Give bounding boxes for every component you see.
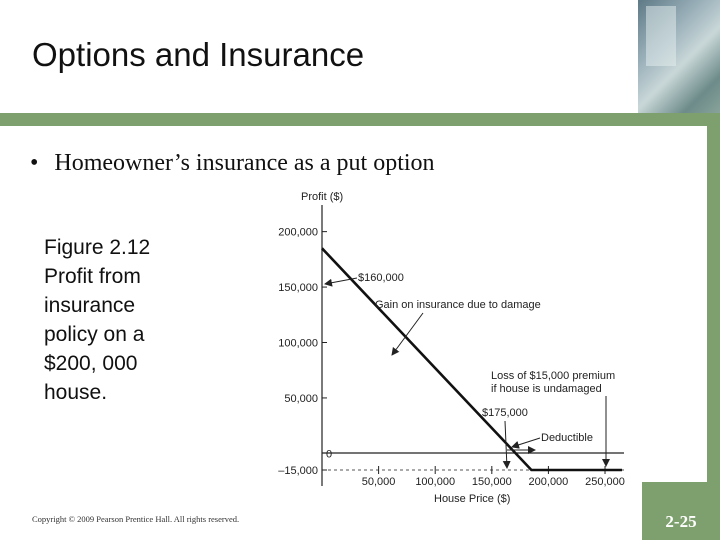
bullet-dot-icon: • <box>30 150 39 176</box>
page-number-box <box>642 482 720 540</box>
y-tick-label: 0 <box>326 448 333 461</box>
page-number: 2-25 <box>665 512 697 531</box>
x-tick-label: 250,000 <box>585 476 625 488</box>
slide-title: Options and Insurance <box>32 36 365 73</box>
annotation-160000: $160,000 <box>358 272 404 284</box>
bullet-text: Homeowner’s insurance as a put option <box>54 150 435 176</box>
annotation-loss-1: Loss of $15,000 premium <box>491 370 616 382</box>
x-tick-label: 150,000 <box>471 476 512 488</box>
y-tick-label: 100,000 <box>278 337 318 350</box>
y-tick-label: 150,000 <box>278 282 318 295</box>
annotation-gain: Gain on insurance due to damage <box>375 299 541 311</box>
y-tick-label: 200,000 <box>278 226 318 239</box>
annotation-loss-2: if house is undamaged <box>491 383 602 395</box>
annotation-175000: $175,000 <box>482 407 528 419</box>
arrow-deductible-left <box>512 438 540 447</box>
x-axis-label: House Price ($) <box>434 493 511 505</box>
annotation-deductible: Deductible <box>541 432 593 444</box>
copyright-notice: Copyright © 2009 Pearson Prentice Hall. All rights reserved. <box>32 514 240 524</box>
x-tick-label: 200,000 <box>528 476 569 488</box>
figure-description: Profit from insurance policy on a $200, 000 house. <box>44 265 145 404</box>
x-tick-label: 100,000 <box>415 476 456 488</box>
x-tick-label: 50,000 <box>361 476 396 488</box>
y-tick-label: –15,000 <box>278 465 318 477</box>
figure-number: Figure 2.12 <box>44 236 151 259</box>
y-tick-label: 50,000 <box>284 392 318 405</box>
y-axis-label: Profit ($) <box>301 191 344 203</box>
